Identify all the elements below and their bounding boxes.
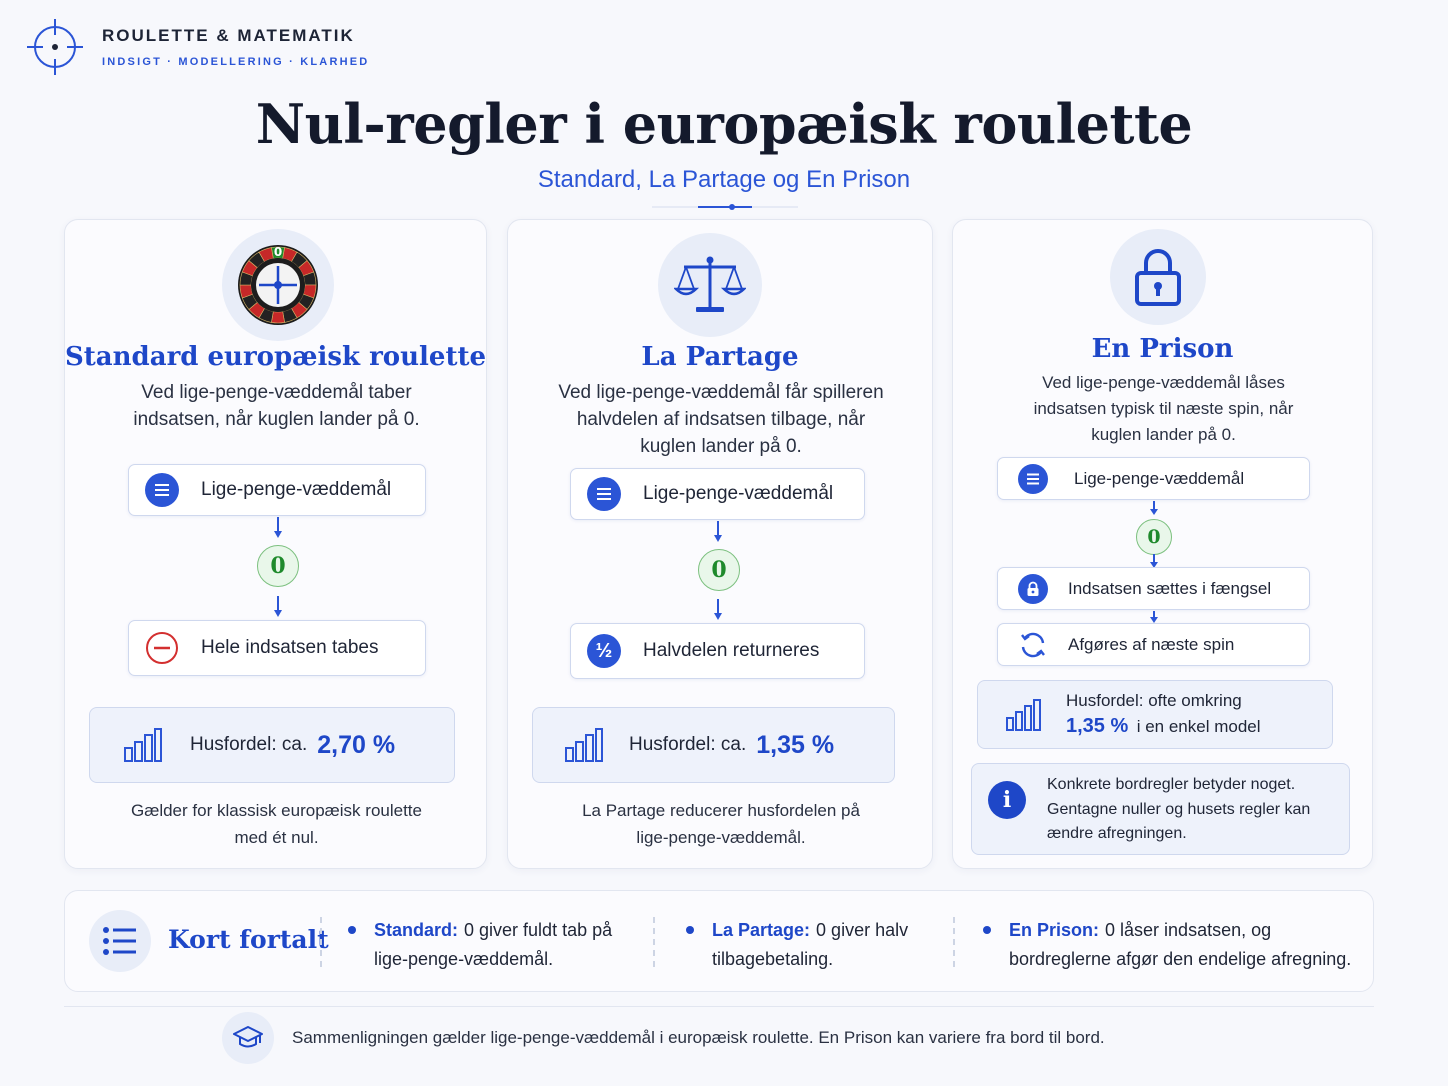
house-edge-suffix: i en enkel model bbox=[1136, 717, 1261, 736]
house-edge-box bbox=[977, 680, 1333, 749]
bar-chart-icon bbox=[565, 728, 603, 762]
half-icon: ½ bbox=[587, 634, 621, 668]
flow-step-label: Afgøres af næste spin bbox=[1068, 634, 1235, 654]
list-icon bbox=[587, 477, 621, 511]
house-edge-value: 2,70 % bbox=[317, 730, 396, 759]
zero-badge: 0 bbox=[698, 549, 740, 591]
roulette-wheel-icon bbox=[237, 244, 319, 326]
info-text: Konkrete bordregler betyder noget. Gentagne nuller og husets regler kan ændre afregningen. bbox=[1047, 776, 1311, 842]
wheel-segment bbox=[271, 312, 284, 323]
card-en-prison bbox=[952, 219, 1373, 869]
card-description: Ved lige-penge-væddemål får spilleren halvdelen af indsatsen tilbage, når kuglen lander på 0. bbox=[558, 382, 884, 457]
flow-step-label: Halvdelen returneres bbox=[643, 640, 820, 661]
summary-item: Standard: 0 giver fuldt tab på lige-penge-væddemål. bbox=[374, 916, 612, 974]
arrow-down-icon bbox=[273, 517, 283, 539]
card-icon-badge bbox=[1110, 229, 1206, 325]
card-standard bbox=[64, 219, 487, 869]
subtitle-divider bbox=[652, 203, 798, 211]
divider bbox=[653, 917, 655, 967]
flow-step-half-return bbox=[570, 623, 865, 679]
house-edge-label: Husfordel: ofte omkring bbox=[1066, 691, 1242, 710]
house-edge-box bbox=[532, 707, 895, 783]
summary-title: Kort fortalt bbox=[168, 925, 329, 954]
bullet-dot bbox=[348, 926, 356, 934]
brand-tagline: INDSIGT · MODELLERING · KLARHED bbox=[102, 56, 370, 68]
house-edge-label: Husfordel: ca. bbox=[190, 734, 308, 755]
list-icon bbox=[1018, 464, 1048, 494]
rules-info-box bbox=[971, 763, 1350, 855]
scales-icon bbox=[674, 253, 746, 317]
card-description: Ved lige-penge-væddemål taber indsatsen, når kuglen lander på 0. bbox=[133, 382, 420, 430]
card-description: Ved lige-penge-væddemål låses indsatsen typisk til næste spin, når kuglen lander på 0. bbox=[1033, 373, 1294, 444]
house-edge-value: 1,35 % bbox=[756, 730, 835, 759]
flow-step-label: Hele indsatsen tabes bbox=[201, 637, 379, 658]
padlock-icon bbox=[1133, 247, 1183, 307]
flow-step-jail bbox=[997, 567, 1310, 610]
card-icon-badge bbox=[222, 229, 334, 341]
flow-step-next-spin bbox=[997, 623, 1310, 666]
bullet-dot bbox=[686, 926, 694, 934]
flow-step-label: Lige-penge-væddemål bbox=[1074, 468, 1245, 488]
house-edge-value: 1,35 % bbox=[1066, 715, 1129, 737]
info-icon: i bbox=[988, 781, 1026, 819]
bar-chart-icon bbox=[124, 728, 162, 762]
flow-step-label: Lige-penge-væddemål bbox=[201, 479, 392, 500]
card-note: Gælder for klassisk europæisk roulette med ét nul. bbox=[130, 801, 422, 847]
footer-note: Sammenligningen gælder lige-penge-væddemål i europæisk roulette. En Prison kan variere fra bord til bord. bbox=[292, 1028, 1105, 1047]
divider bbox=[953, 917, 955, 967]
page-subtitle: Standard, La Partage og En Prison bbox=[537, 166, 911, 193]
flow-step-label: Lige-penge-væddemål bbox=[643, 483, 834, 504]
flow-step-even-money bbox=[997, 457, 1310, 500]
refresh-icon bbox=[1018, 630, 1048, 660]
arrow-down-icon bbox=[1149, 611, 1159, 623]
card-icon-badge bbox=[658, 233, 762, 337]
flow-step-even-money bbox=[570, 468, 865, 520]
bullet-dot bbox=[983, 926, 991, 934]
wheel-zero-label: 0 bbox=[273, 245, 283, 259]
card-title: En Prison bbox=[1091, 334, 1234, 364]
zero-badge: 0 bbox=[1136, 519, 1172, 555]
arrow-down-icon bbox=[273, 596, 283, 618]
house-edge-box bbox=[89, 707, 455, 783]
summary-bar bbox=[64, 890, 1374, 992]
flow-step-label: Indsatsen sættes i fængsel bbox=[1068, 578, 1272, 598]
card-note: La Partage reducerer husfordelen på lige-penge-væddemål. bbox=[582, 801, 860, 847]
arrow-down-icon bbox=[1149, 501, 1159, 515]
crosshair-logo-icon bbox=[26, 18, 84, 76]
graduation-cap-icon bbox=[222, 1012, 274, 1064]
card-title: Standard europæisk roulette bbox=[65, 342, 487, 372]
flow-step-even-money bbox=[128, 464, 426, 516]
card-title: La Partage bbox=[641, 342, 799, 372]
summary-item: La Partage: 0 giver halv tilbagebetaling. bbox=[712, 916, 908, 974]
card-la-partage bbox=[507, 219, 933, 869]
house-edge-label: Husfordel: ca. bbox=[629, 734, 747, 755]
zero-badge: 0 bbox=[257, 545, 299, 587]
footer-divider bbox=[64, 1006, 1374, 1007]
lock-icon bbox=[1018, 574, 1048, 604]
arrow-down-icon bbox=[1149, 554, 1159, 568]
divider bbox=[320, 917, 322, 967]
list-icon bbox=[145, 473, 179, 507]
brand-name: ROULETTE & MATEMATIK bbox=[102, 26, 355, 45]
list-bullets-icon bbox=[89, 910, 151, 972]
brand bbox=[26, 18, 369, 76]
arrow-down-icon bbox=[713, 521, 723, 543]
minus-circle-icon bbox=[145, 631, 179, 665]
flow-step-loss bbox=[128, 620, 426, 676]
summary-item: En Prison: 0 låser indsatsen, og bordreglerne afgør den endelige afregning. bbox=[1009, 916, 1351, 974]
arrow-down-icon bbox=[713, 599, 723, 621]
bar-chart-icon bbox=[1006, 699, 1042, 731]
page-title: Nul-regler i europæisk roulette bbox=[255, 92, 1193, 156]
